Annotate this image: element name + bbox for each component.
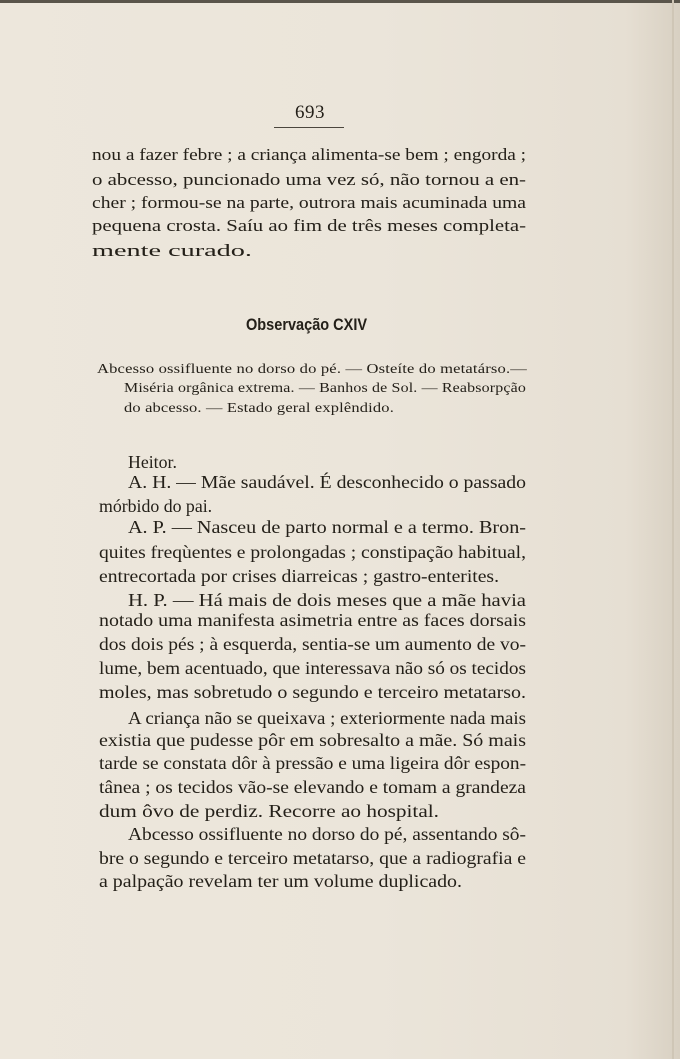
body-line: tarde se constata dôr à pressão e uma ligeira dôr espon- — [99, 753, 527, 773]
summary-line: Miséria orgânica extrema. — Banhos de Sol. — Reabsorpção — [124, 380, 526, 395]
body-line: quites freqùentes e prolongadas ; constipação habitual, — [99, 542, 526, 562]
page-top-edge — [0, 0, 680, 3]
body-line: tânea ; os tecidos vão-se elevando e tomam a grandeza — [99, 777, 526, 797]
body-line: A criança não se queixava ; exteriormente nada mais — [128, 708, 526, 728]
body-line: A. H. — Mãe saudável. É desconhecido o passado — [128, 472, 526, 492]
body-line: existia que pudesse pôr em sobresalto a mãe. Só mais — [99, 730, 527, 750]
page-fold-edge — [672, 0, 674, 1059]
body-line: Abcesso ossifluente no dorso do pé, assentando sô- — [128, 824, 526, 844]
section-heading: Observação CXIV — [246, 316, 368, 334]
body-line: a palpação revelam ter um volume duplicado. — [99, 871, 462, 891]
body-line: bre o segundo e terceiro metatarso, que a radiografia e — [99, 848, 527, 868]
body-line: notado uma manifesta asimetria entre as faces dorsais — [99, 610, 526, 630]
paragraph-line: mente curado. — [92, 241, 253, 260]
paragraph-line: o abcesso, puncionado uma vez só, não tornou a en- — [92, 170, 527, 189]
summary-line: do abcesso. — Estado geral explêndido. — [124, 400, 395, 415]
body-line: H. P. — Há mais de dois meses que a mãe havia — [128, 590, 527, 610]
paragraph-line: pequena crosta. Saíu ao fim de três meses completa- — [92, 216, 527, 235]
page-number-rule — [274, 127, 344, 128]
paragraph-line: nou a fazer febre ; a criança alimenta-se bem ; engorda ; — [92, 145, 527, 164]
body-line: dum ôvo de perdiz. Recorre ao hospital. — [99, 801, 439, 821]
body-line: mórbido do pai. — [99, 496, 213, 516]
page-number: 693 — [295, 102, 325, 123]
body-line: A. P. — Nasceu de parto normal e a termo. Bron- — [128, 517, 526, 537]
body-line: Heitor. — [128, 452, 177, 472]
summary-line: Abcesso ossifluente no dorso do pé. — Osteíte do metatárso.— — [97, 361, 527, 376]
body-line: moles, mas sobretudo o segundo e terceiro metatarso. — [99, 682, 527, 702]
body-line: entrecortada por crises diarreicas ; gastro-enterites. — [99, 566, 499, 586]
paragraph-line: cher ; formou-se na parte, outrora mais acuminada uma — [92, 193, 526, 212]
body-line: dos dois pés ; à esquerda, sentia-se um aumento de vo- — [99, 634, 527, 654]
body-line: lume, bem acentuado, que interessava não só os tecidos — [99, 658, 526, 678]
